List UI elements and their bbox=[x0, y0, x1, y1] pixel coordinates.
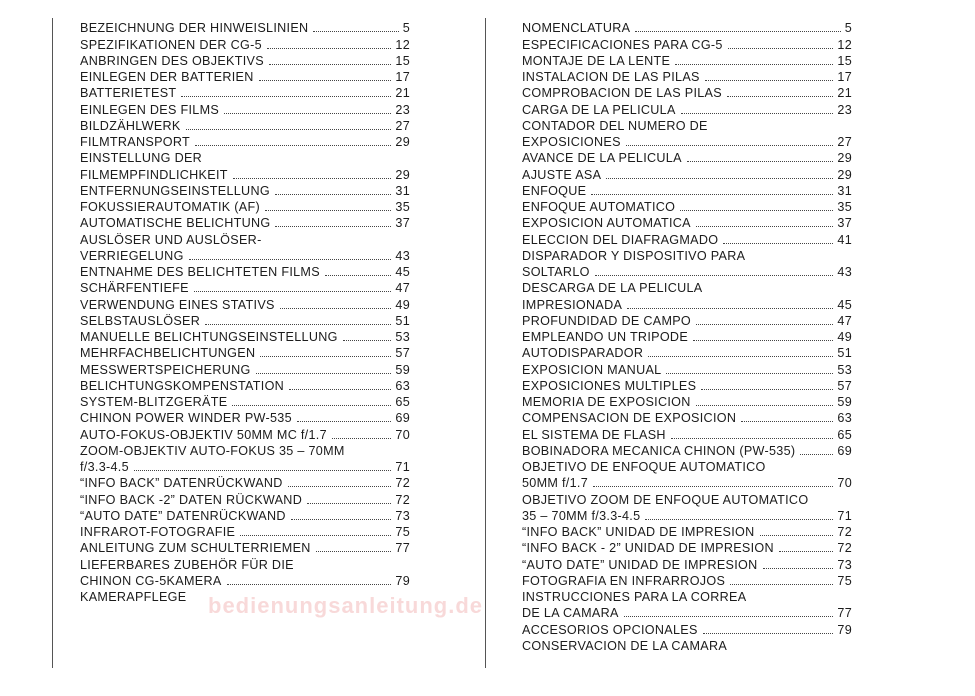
toc-entry-page: 43 bbox=[395, 248, 410, 263]
toc-entry-title: EINLEGEN DER BATTERIEN bbox=[80, 70, 254, 84]
dot-leader bbox=[232, 405, 391, 406]
toc-entry bbox=[80, 329, 410, 345]
dot-leader bbox=[240, 535, 391, 536]
toc-entry-page: 12 bbox=[395, 37, 410, 52]
toc-entry-page: 15 bbox=[395, 53, 410, 68]
toc-entry-page: 12 bbox=[837, 37, 852, 52]
dot-leader bbox=[288, 486, 392, 487]
toc-entry-title: CHINON POWER WINDER PW-535 bbox=[80, 411, 292, 426]
toc-entry-title: BEZEICHNUNG DER HINWEISLINIEN bbox=[80, 21, 309, 36]
toc-entry bbox=[80, 134, 410, 150]
dot-leader bbox=[265, 210, 391, 211]
toc-entry-title: INSTRUCCIONES PARA LA CORREA bbox=[522, 590, 747, 604]
dot-leader bbox=[635, 31, 840, 32]
toc-entry bbox=[522, 524, 852, 540]
dot-leader bbox=[606, 178, 833, 179]
toc-entry-title: SPEZIFIKATIONEN DER CG-5 bbox=[80, 37, 262, 52]
toc-entry-title: EINLEGEN DES FILMS bbox=[80, 102, 220, 117]
toc-entry-title: AUTODISPARADOR bbox=[522, 346, 644, 361]
dot-leader bbox=[593, 486, 833, 487]
dot-leader bbox=[696, 324, 833, 325]
toc-entry-page: 57 bbox=[395, 346, 410, 361]
dot-leader bbox=[256, 373, 392, 374]
dot-leader bbox=[134, 470, 391, 471]
dot-leader bbox=[205, 324, 391, 325]
toc-entry-page: 72 bbox=[395, 492, 410, 507]
toc-entry-title: AJUSTE ASA bbox=[522, 167, 602, 182]
toc-entry-page: 72 bbox=[395, 476, 410, 491]
toc-entry-title: ZOOM-OBJEKTIV AUTO-FOKUS 35 – 70MM bbox=[80, 443, 345, 458]
toc-entry-page: 41 bbox=[837, 232, 852, 247]
toc-entry bbox=[80, 280, 410, 296]
dot-leader bbox=[195, 145, 391, 146]
toc-entry bbox=[80, 85, 410, 101]
toc-entry-title: AUTO-FOKUS-OBJEKTIV 50MM MC f/1.7 bbox=[80, 427, 327, 442]
toc-entry-page: 23 bbox=[837, 102, 852, 117]
dot-leader bbox=[800, 454, 833, 455]
toc-entry-title: “AUTO DATE” DATENRÜCKWAND bbox=[80, 508, 286, 523]
toc-entry bbox=[522, 215, 852, 231]
toc-entry bbox=[522, 410, 852, 426]
dot-leader bbox=[316, 551, 392, 552]
toc-entry-title: f/3.3-4.5 bbox=[80, 460, 129, 474]
dot-leader bbox=[671, 438, 834, 439]
dot-leader bbox=[626, 145, 834, 146]
toc-entry-title: EXPOSICIONES MULTIPLES bbox=[522, 378, 697, 393]
dot-leader bbox=[595, 275, 834, 276]
dot-leader bbox=[675, 64, 833, 65]
dot-leader bbox=[259, 80, 392, 81]
toc-entry bbox=[522, 231, 852, 247]
dot-leader bbox=[260, 356, 391, 357]
toc-entry-title: OBJETIVO DE ENFOQUE AUTOMATICO bbox=[522, 460, 766, 474]
dot-leader bbox=[696, 226, 834, 227]
dot-leader bbox=[696, 405, 834, 406]
toc-entry-page: 17 bbox=[395, 70, 410, 84]
dot-leader bbox=[645, 519, 833, 520]
toc-entry-page: 70 bbox=[837, 476, 852, 491]
dot-leader bbox=[325, 275, 391, 276]
dot-leader bbox=[779, 551, 833, 552]
toc-entry bbox=[522, 85, 852, 101]
toc-entry-page: 75 bbox=[837, 573, 852, 588]
toc-entry bbox=[80, 199, 410, 215]
toc-entry bbox=[522, 443, 852, 459]
dot-leader bbox=[648, 356, 833, 357]
spanish-toc-column bbox=[522, 20, 852, 654]
toc-entry-title: FOTOGRAFIA EN INFRARROJOS bbox=[522, 573, 726, 588]
toc-entry bbox=[522, 280, 852, 296]
toc-entry-title: ENTFERNUNGSEINSTELLUNG bbox=[80, 183, 270, 198]
toc-entry-page: 47 bbox=[837, 313, 852, 328]
toc-entry bbox=[80, 69, 410, 85]
toc-entry-title: ENFOQUE bbox=[522, 183, 587, 198]
toc-entry-page: 59 bbox=[395, 362, 410, 377]
toc-entry-page: 65 bbox=[395, 395, 410, 409]
toc-entry bbox=[522, 264, 852, 280]
toc-entry-title: ANBRINGEN DES OBJEKTIVS bbox=[80, 53, 264, 68]
dot-leader bbox=[723, 243, 833, 244]
dot-leader bbox=[332, 438, 392, 439]
toc-entry-title: VERWENDUNG EINES STATIVS bbox=[80, 297, 275, 312]
toc-entry-title: EMPLEANDO UN TRIPODE bbox=[522, 330, 689, 344]
dot-leader bbox=[313, 31, 398, 32]
dot-leader bbox=[291, 519, 392, 520]
toc-entry bbox=[522, 134, 852, 150]
toc-entry-title: SELBSTAUSLÖSER bbox=[80, 313, 201, 328]
toc-entry-title: CONSERVACION DE LA CAMARA bbox=[522, 638, 728, 653]
dot-leader bbox=[730, 584, 833, 585]
toc-entry-title: ENTNAHME DES BELICHTETEN FILMS bbox=[80, 265, 320, 279]
toc-entry-page: 17 bbox=[837, 70, 852, 84]
dot-leader bbox=[186, 129, 392, 130]
toc-entry bbox=[80, 394, 410, 410]
toc-entry bbox=[80, 378, 410, 394]
toc-entry bbox=[80, 573, 410, 589]
toc-entry bbox=[80, 118, 410, 134]
dot-leader bbox=[705, 80, 834, 81]
toc-entry-title: BILDZÄHLWERK bbox=[80, 118, 181, 133]
dot-leader bbox=[343, 340, 392, 341]
toc-entry-page: 23 bbox=[395, 102, 410, 117]
toc-entry bbox=[80, 345, 410, 361]
toc-entry bbox=[522, 313, 852, 329]
dot-leader bbox=[275, 226, 391, 227]
toc-entry bbox=[522, 556, 852, 572]
toc-entry-title: MONTAJE DE LA LENTE bbox=[522, 53, 671, 68]
dot-leader bbox=[627, 308, 833, 309]
toc-entry-page: 72 bbox=[837, 525, 852, 539]
toc-entry bbox=[80, 508, 410, 524]
toc-entry-title: “INFO BACK -2” DATEN RÜCKWAND bbox=[80, 492, 303, 507]
toc-entry-title: SCHÄRFENTIEFE bbox=[80, 281, 189, 296]
center-divider-rule bbox=[485, 18, 486, 668]
toc-entry-title: DISPARADOR Y DISPOSITIVO PARA bbox=[522, 248, 746, 263]
toc-entry bbox=[522, 394, 852, 410]
toc-entry bbox=[80, 264, 410, 280]
toc-entry bbox=[522, 183, 852, 199]
toc-entry-page: 73 bbox=[837, 557, 852, 572]
toc-entry-page: 72 bbox=[837, 541, 852, 556]
toc-entry-title: DESCARGA DE LA PELICULA bbox=[522, 281, 703, 296]
toc-entry bbox=[80, 36, 410, 52]
toc-entry-title: CHINON CG-5KAMERA bbox=[80, 573, 222, 588]
toc-entry-page: 57 bbox=[837, 378, 852, 393]
dot-leader bbox=[681, 113, 834, 114]
toc-entry-page: 45 bbox=[837, 297, 852, 312]
toc-entry bbox=[80, 101, 410, 117]
toc-entry-title: INFRAROT-FOTOGRAFIE bbox=[80, 525, 236, 539]
toc-entry-title: FILMEMPFINDLICHKEIT bbox=[80, 167, 228, 182]
toc-entry-page: 63 bbox=[395, 378, 410, 393]
toc-entry bbox=[80, 183, 410, 199]
toc-entry bbox=[522, 20, 852, 36]
dot-leader bbox=[591, 194, 833, 195]
toc-entry-page: 69 bbox=[395, 411, 410, 426]
dot-leader bbox=[760, 535, 834, 536]
toc-entry-page: 5 bbox=[844, 21, 852, 36]
dot-leader bbox=[189, 259, 392, 260]
toc-entry-page: 51 bbox=[395, 313, 410, 328]
toc-entry-page: 71 bbox=[837, 508, 852, 523]
toc-entry-title: “AUTO DATE” UNIDAD DE IMPRESION bbox=[522, 557, 758, 572]
toc-entry-title: NOMENCLATURA bbox=[522, 21, 631, 36]
toc-entry bbox=[522, 199, 852, 215]
toc-entry-title: EL SISTEMA DE FLASH bbox=[522, 427, 666, 442]
toc-entry-page: 65 bbox=[837, 427, 852, 442]
toc-entry-title: COMPENSACION DE EXPOSICION bbox=[522, 411, 737, 426]
toc-entry-title: EINSTELLUNG DER bbox=[80, 151, 203, 166]
toc-entry bbox=[80, 53, 410, 69]
toc-entry bbox=[522, 491, 852, 507]
toc-entry-page: 29 bbox=[395, 135, 410, 149]
toc-entry bbox=[80, 540, 410, 556]
toc-entry bbox=[522, 475, 852, 491]
toc-entry-page: 53 bbox=[395, 330, 410, 344]
toc-entry-title: AUTOMATISCHE BELICHTUNG bbox=[80, 216, 271, 231]
left-margin-rule bbox=[52, 18, 53, 668]
toc-entry-title: SYSTEM-BLITZGERÄTE bbox=[80, 395, 228, 409]
toc-entry-title: INSTALACION DE LAS PILAS bbox=[522, 70, 700, 84]
toc-entry bbox=[80, 231, 410, 247]
toc-entry bbox=[80, 215, 410, 231]
dot-leader bbox=[666, 373, 833, 374]
toc-entry-page: 77 bbox=[837, 606, 852, 621]
dot-leader bbox=[280, 308, 392, 309]
toc-entry-page: 79 bbox=[837, 622, 852, 637]
toc-entry bbox=[522, 248, 852, 264]
toc-entry-page: 53 bbox=[837, 362, 852, 377]
dot-leader bbox=[741, 421, 833, 422]
dot-leader bbox=[701, 389, 833, 390]
toc-entry-page: 5 bbox=[402, 21, 410, 36]
toc-entry-page: 21 bbox=[395, 86, 410, 101]
toc-entry bbox=[522, 540, 852, 556]
toc-entry-title: KAMERAPFLEGE bbox=[80, 590, 187, 604]
toc-entry bbox=[80, 524, 410, 540]
dot-leader bbox=[269, 64, 391, 65]
toc-entry-title: LIEFERBARES ZUBEHÖR FÜR DIE bbox=[80, 557, 294, 572]
toc-entry bbox=[522, 69, 852, 85]
toc-entry-page: 37 bbox=[395, 216, 410, 231]
toc-entry-page: 29 bbox=[837, 167, 852, 182]
toc-entry bbox=[522, 36, 852, 52]
dot-leader bbox=[289, 389, 391, 390]
dot-leader bbox=[624, 616, 834, 617]
toc-entry bbox=[80, 410, 410, 426]
toc-entry-page: 71 bbox=[395, 460, 410, 474]
toc-entry bbox=[80, 491, 410, 507]
toc-entry-page: 75 bbox=[395, 525, 410, 539]
toc-entry-title: ENFOQUE AUTOMATICO bbox=[522, 200, 676, 214]
toc-entry-page: 29 bbox=[395, 167, 410, 182]
toc-entry bbox=[522, 638, 852, 654]
dot-leader bbox=[687, 161, 834, 162]
toc-entry bbox=[522, 166, 852, 182]
dot-leader bbox=[703, 633, 834, 634]
toc-entry-title: MEMORIA DE EXPOSICION bbox=[522, 395, 691, 409]
dot-leader bbox=[224, 113, 391, 114]
dot-leader bbox=[728, 48, 834, 49]
toc-entry bbox=[80, 459, 410, 475]
toc-entry-title: EXPOSICION MANUAL bbox=[522, 362, 662, 377]
dot-leader bbox=[181, 96, 391, 97]
toc-entry-page: 45 bbox=[395, 265, 410, 279]
toc-entry-page: 70 bbox=[395, 427, 410, 442]
toc-entry-page: 49 bbox=[837, 330, 852, 344]
toc-entry-title: EXPOSICIONES bbox=[522, 135, 621, 149]
toc-entry bbox=[522, 573, 852, 589]
toc-entry-title: 50MM f/1.7 bbox=[522, 476, 588, 491]
toc-entry-page: 27 bbox=[837, 135, 852, 149]
toc-entry bbox=[80, 313, 410, 329]
toc-entry-title: ELECCION DEL DIAFRAGMADO bbox=[522, 232, 719, 247]
toc-entry bbox=[80, 296, 410, 312]
dot-leader bbox=[227, 584, 392, 585]
toc-entry bbox=[522, 589, 852, 605]
toc-entry-title: ACCESORIOS OPCIONALES bbox=[522, 622, 698, 637]
toc-entry bbox=[80, 20, 410, 36]
toc-entry-title: VERRIEGELUNG bbox=[80, 248, 184, 263]
toc-entry bbox=[522, 101, 852, 117]
dot-leader bbox=[693, 340, 833, 341]
toc-entry-page: 31 bbox=[837, 183, 852, 198]
toc-entry-page: 29 bbox=[837, 151, 852, 166]
toc-entry-title: ESPECIFICACIONES PARA CG-5 bbox=[522, 37, 723, 52]
toc-entry bbox=[522, 150, 852, 166]
toc-entry bbox=[80, 556, 410, 572]
toc-entry-title: CARGA DE LA PELICULA bbox=[522, 102, 676, 117]
toc-entry-page: 51 bbox=[837, 346, 852, 361]
dot-leader bbox=[233, 178, 392, 179]
toc-entry bbox=[522, 621, 852, 637]
toc-entry-page: 37 bbox=[837, 216, 852, 231]
toc-entry bbox=[522, 459, 852, 475]
dot-leader bbox=[297, 421, 392, 422]
toc-entry-title: 35 – 70MM f/3.3-4.5 bbox=[522, 508, 641, 523]
toc-entry-title: BELICHTUNGSKOMPENSTATION bbox=[80, 378, 285, 393]
toc-entry-title: ANLEITUNG ZUM SCHULTERRIEMEN bbox=[80, 541, 311, 556]
toc-entry-title: “INFO BACK” UNIDAD DE IMPRESION bbox=[522, 525, 755, 539]
toc-entry-title: MEHRFACHBELICHTUNGEN bbox=[80, 346, 256, 361]
toc-entry-page: 35 bbox=[837, 200, 852, 214]
toc-entry-page: 43 bbox=[837, 265, 852, 279]
dot-leader bbox=[275, 194, 391, 195]
toc-entry-title: OBJETIVO ZOOM DE ENFOQUE AUTOMATICO bbox=[522, 492, 809, 507]
toc-entry-title: IMPRESIONADA bbox=[522, 297, 623, 312]
toc-entry-page: 31 bbox=[395, 183, 410, 198]
toc-entry bbox=[522, 345, 852, 361]
toc-entry-page: 35 bbox=[395, 200, 410, 214]
dot-leader bbox=[763, 568, 834, 569]
toc-entry-title: “INFO BACK” DATENRÜCKWAND bbox=[80, 476, 283, 491]
toc-entry-page: 69 bbox=[837, 443, 852, 458]
toc-entry-title: CONTADOR DEL NUMERO DE bbox=[522, 118, 708, 133]
toc-entry-title: FILMTRANSPORT bbox=[80, 135, 191, 149]
watermark-text: bedienungsanleitung.de bbox=[208, 593, 484, 618]
toc-entry-page: 47 bbox=[395, 281, 410, 296]
toc-entry bbox=[80, 426, 410, 442]
toc-entry bbox=[80, 443, 410, 459]
toc-entry-title: AUSLÖSER UND AUSLÖSER- bbox=[80, 232, 262, 247]
toc-entry-title: BATTERIETEST bbox=[80, 86, 177, 101]
toc-entry bbox=[80, 361, 410, 377]
toc-entry bbox=[80, 166, 410, 182]
toc-entry bbox=[522, 296, 852, 312]
toc-entry bbox=[80, 248, 410, 264]
toc-entry-title: DE LA CAMARA bbox=[522, 606, 619, 621]
toc-entry-page: 73 bbox=[395, 508, 410, 523]
toc-entry-title: EXPOSICION AUTOMATICA bbox=[522, 216, 691, 231]
dot-leader bbox=[307, 503, 391, 504]
toc-entry bbox=[522, 361, 852, 377]
toc-entry-page: 59 bbox=[837, 395, 852, 409]
toc-entry-title: FOKUSSIERAUTOMATIK (AF) bbox=[80, 200, 260, 214]
toc-entry-page: 63 bbox=[837, 411, 852, 426]
toc-entry bbox=[522, 378, 852, 394]
toc-entry bbox=[522, 53, 852, 69]
toc-entry bbox=[522, 426, 852, 442]
toc-entry-page: 79 bbox=[395, 573, 410, 588]
toc-entry-title: MESSWERTSPEICHERUNG bbox=[80, 362, 251, 377]
dot-leader bbox=[194, 291, 392, 292]
dot-leader bbox=[680, 210, 833, 211]
toc-entry-page: 27 bbox=[395, 118, 410, 133]
german-toc-column bbox=[80, 20, 410, 605]
toc-entry bbox=[522, 605, 852, 621]
toc-entry-title: MANUELLE BELICHTUNGSEINSTELLUNG bbox=[80, 330, 338, 344]
toc-entry bbox=[80, 475, 410, 491]
toc-entry-page: 15 bbox=[837, 53, 852, 68]
dot-leader bbox=[727, 96, 833, 97]
toc-entry-title: COMPROBACION DE LAS PILAS bbox=[522, 86, 722, 101]
toc-entry-page: 21 bbox=[837, 86, 852, 101]
toc-entry bbox=[522, 329, 852, 345]
toc-entry-page: 77 bbox=[395, 541, 410, 556]
dot-leader bbox=[267, 48, 391, 49]
toc-entry-title: “INFO BACK - 2” UNIDAD DE IMPRESION bbox=[522, 541, 774, 556]
toc-entry-title: SOLTARLO bbox=[522, 265, 590, 279]
toc-entry bbox=[522, 118, 852, 134]
toc-entry bbox=[80, 150, 410, 166]
toc-entry-title: AVANCE DE LA PELICULA bbox=[522, 151, 682, 166]
toc-entry bbox=[522, 508, 852, 524]
toc-entry-title: BOBINADORA MECANICA CHINON (PW-535) bbox=[522, 443, 796, 458]
toc-entry-title: PROFUNDIDAD DE CAMPO bbox=[522, 313, 692, 328]
toc-entry-page: 49 bbox=[395, 297, 410, 312]
